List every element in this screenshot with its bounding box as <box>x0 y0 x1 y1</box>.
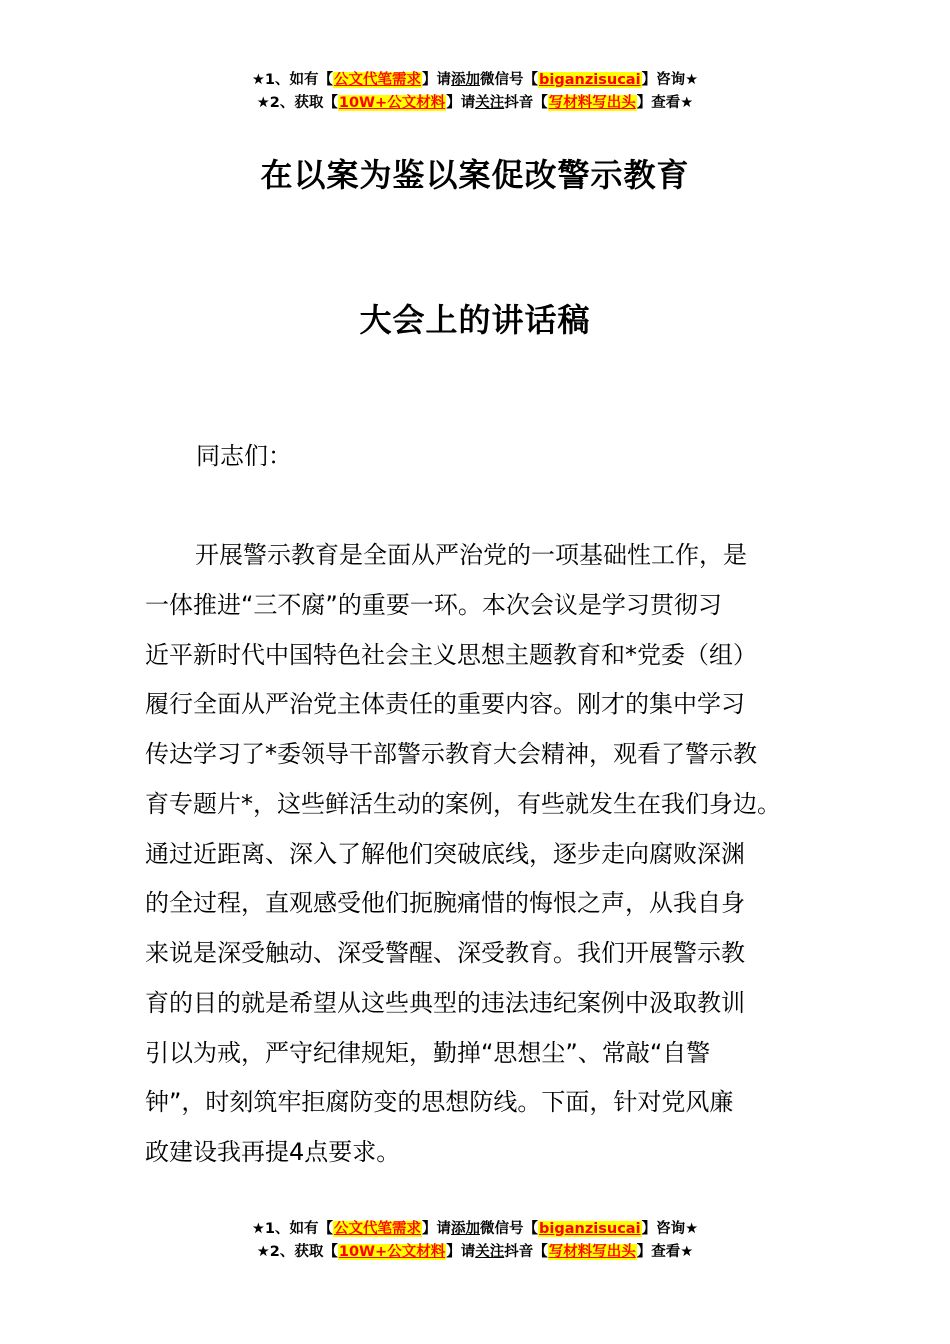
body-line: 育的目的就是希望从这些典型的违法违纪案例中汲取教训 <box>145 988 745 1017</box>
body-line: 履行全面从严治党主体责任的重要内容。刚才的集中学习 <box>145 690 745 719</box>
banner-text: 微信号【 <box>480 1221 539 1237</box>
banner-text: 】请 <box>446 1244 476 1260</box>
highlight-douyin-account: 写材料写出头 <box>548 1244 636 1260</box>
document-title-line-2: 大会上的讲话稿 <box>359 301 591 339</box>
salutation: 同志们： <box>196 442 292 470</box>
banner-text: ★2、获取【 <box>256 1244 338 1260</box>
banner-text: 抖音【 <box>504 95 548 111</box>
highlight-douyin-account: 写材料写出头 <box>548 95 636 111</box>
highlight-service: 公文代笔需求 <box>334 72 422 88</box>
body-line: 政建设我再提4点要求。 <box>145 1138 401 1166</box>
header-banner <box>0 69 950 115</box>
body-line: 通过近距离、深入了解他们突破底线，逐步走向腐败深渊 <box>145 839 745 868</box>
banner-emphasis: 添加 <box>451 72 481 88</box>
banner-line-1 <box>0 1218 950 1241</box>
banner-text: 】请 <box>446 95 476 111</box>
banner-text: 】请 <box>422 72 452 88</box>
body-line: 引以为戒，严守纪律规矩，勤掸“思想尘”、常敲“自警 <box>145 1038 711 1067</box>
banner-text: ★1、如有【 <box>251 1221 334 1237</box>
banner-line-2 <box>0 92 950 115</box>
banner-text: 抖音【 <box>504 1244 548 1260</box>
body-paragraph <box>145 537 810 1184</box>
document-title-line-1: 在以案为鉴以案促改警示教育 <box>260 156 690 194</box>
footer-banner <box>0 1218 950 1264</box>
banner-emphasis: 添加 <box>451 1221 481 1237</box>
body-line: 钟”，时刻筑牢拒腐防变的思想防线。下面，针对党风廉 <box>145 1088 734 1117</box>
highlight-materials: 10W+公文材料 <box>338 95 446 111</box>
highlight-wechat-id: biganzisucai <box>539 72 641 88</box>
banner-text: 】咨询★ <box>641 1221 699 1237</box>
highlight-service: 公文代笔需求 <box>334 1221 422 1237</box>
highlight-materials: 10W+公文材料 <box>338 1244 446 1260</box>
banner-text: 】咨询★ <box>641 72 699 88</box>
banner-text: 】查看★ <box>636 1244 694 1260</box>
body-line: 来说是深受触动、深受警醒、深受教育。我们开展警示教 <box>145 939 745 967</box>
body-line: 传达学习了*委领导干部警示教育大会精神，观看了警示教 <box>145 740 757 768</box>
banner-emphasis: 关注 <box>475 1244 505 1260</box>
body-line: 一体推进“三不腐”的重要一环。本次会议是学习贯彻习 <box>145 590 722 619</box>
body-line: 育专题片*，这些鲜活生动的案例，有些就发生在我们身边。 <box>145 789 781 818</box>
banner-text: 】请 <box>422 1221 452 1237</box>
body-line: 近平新时代中国特色社会主义思想主题教育和*党委（组） <box>145 640 757 669</box>
highlight-wechat-id: biganzisucai <box>539 1221 641 1237</box>
body-line: 的全过程，直观感受他们扼腕痛惜的悔恨之声，从我自身 <box>145 889 745 918</box>
banner-line-1 <box>0 69 950 92</box>
banner-text: ★1、如有【 <box>251 72 334 88</box>
banner-emphasis: 关注 <box>475 95 505 111</box>
body-line: 开展警示教育是全面从严治党的一项基础性工作，是 <box>195 541 747 569</box>
banner-text: ★2、获取【 <box>256 95 338 111</box>
banner-text: 】查看★ <box>636 95 694 111</box>
banner-line-2 <box>0 1241 950 1264</box>
banner-text: 微信号【 <box>480 72 539 88</box>
